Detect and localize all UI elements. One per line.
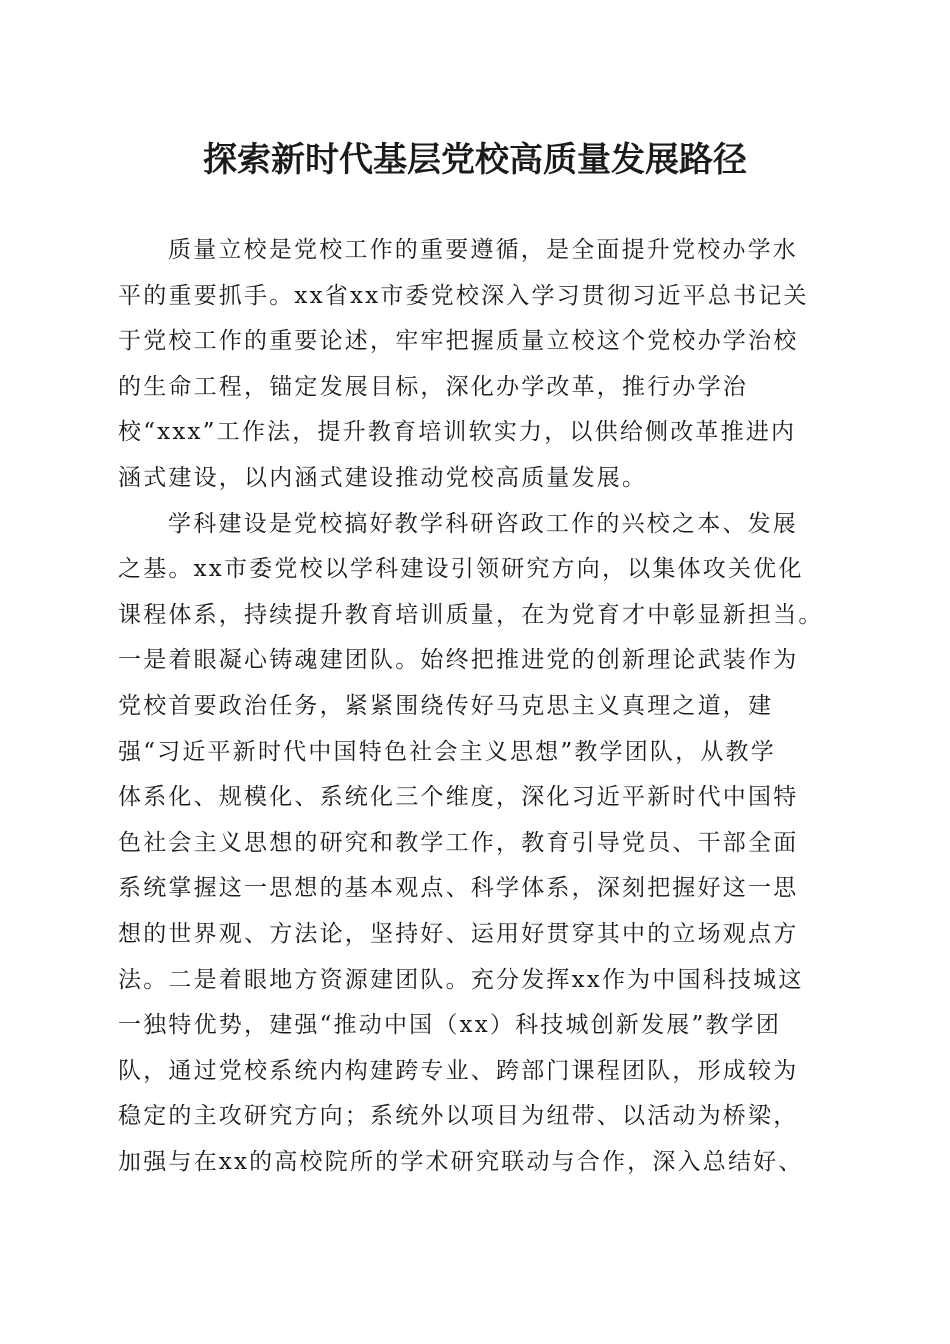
paragraph-2-line-3: 课程体系，持续提升教育培训质量，在为党育才中彰显新担当。 bbox=[118, 601, 824, 628]
paragraph-2-line-4: 一是着眼凝心铸魂建团队。始终把推进党的创新理论武装作为 bbox=[118, 647, 799, 674]
paragraph-2-line-8: 色社会主义思想的研究和教学工作，教育引导党员、干部全面 bbox=[118, 829, 799, 856]
paragraph-2-line-10: 想的世界观、方法论，坚持好、运用好贯穿其中的立场观点方 bbox=[118, 920, 799, 947]
paragraph-1-line-1: 质量立校是党校工作的重要遵循，是全面提升党校办学水 bbox=[168, 237, 798, 263]
paragraph-2-line-15: 加强与在xx的高校院所的学术研究联动与合作，深入总结好、 bbox=[118, 1148, 804, 1175]
paragraph-2-line-12: 一独特优势，建强“推动中国（xx）科技城创新发展”教学团 bbox=[118, 1012, 782, 1039]
paragraph-2-line-13: 队，通过党校系统内构建跨专业、跨部门课程团队，形成较为 bbox=[118, 1057, 799, 1084]
paragraph-1-line-3: 于党校工作的重要论述，牢牢把握质量立校这个党校办学治校 bbox=[118, 328, 799, 355]
paragraph-2-line-6: 强“习近平新时代中国特色社会主义思想”教学团队，从教学 bbox=[118, 738, 776, 765]
paragraph-2-line-1: 学科建设是党校搞好教学科研咨政工作的兴校之本、发展 bbox=[168, 510, 798, 537]
paragraph-1-line-2: 平的重要抓手。xx省xx市委党校深入学习贯彻习近平总书记关 bbox=[118, 282, 809, 309]
paragraph-1-line-4: 的生命工程，锚定发展目标，深化办学改革，推行办学治 bbox=[118, 373, 748, 400]
paragraph-2-line-11: 法。二是着眼地方资源建团队。充分发挥xx作为中国科技城这 bbox=[118, 966, 804, 993]
paragraph-2-line-5: 党校首要政治任务，紧紧围绕传好马克思主义真理之道，建 bbox=[118, 692, 774, 719]
document-title: 探索新时代基层党校高质量发展路径 bbox=[203, 140, 747, 180]
document-body bbox=[118, 228, 830, 1185]
paragraph-2-line-2: 之基。xx市委党校以学科建设引领研究方向，以集体攻关优化 bbox=[118, 556, 804, 583]
paragraph-1-line-5: 校“xxx”工作法，提升教育培训软实力，以供给侧改革推进内 bbox=[118, 419, 797, 446]
paragraph-2-line-9: 系统掌握这一思想的基本观点、科学体系，深刻把握好这一思 bbox=[118, 875, 799, 902]
paragraph-2-line-14: 稳定的主攻研究方向；系统外以项目为纽带、以活动为桥梁， bbox=[118, 1103, 799, 1130]
paragraph-1-line-6: 涵式建设，以内涵式建设推动党校高质量发展。 bbox=[118, 464, 648, 491]
paragraph-2-line-7: 体系化、规模化、系统化三个维度，深化习近平新时代中国特 bbox=[118, 784, 799, 811]
